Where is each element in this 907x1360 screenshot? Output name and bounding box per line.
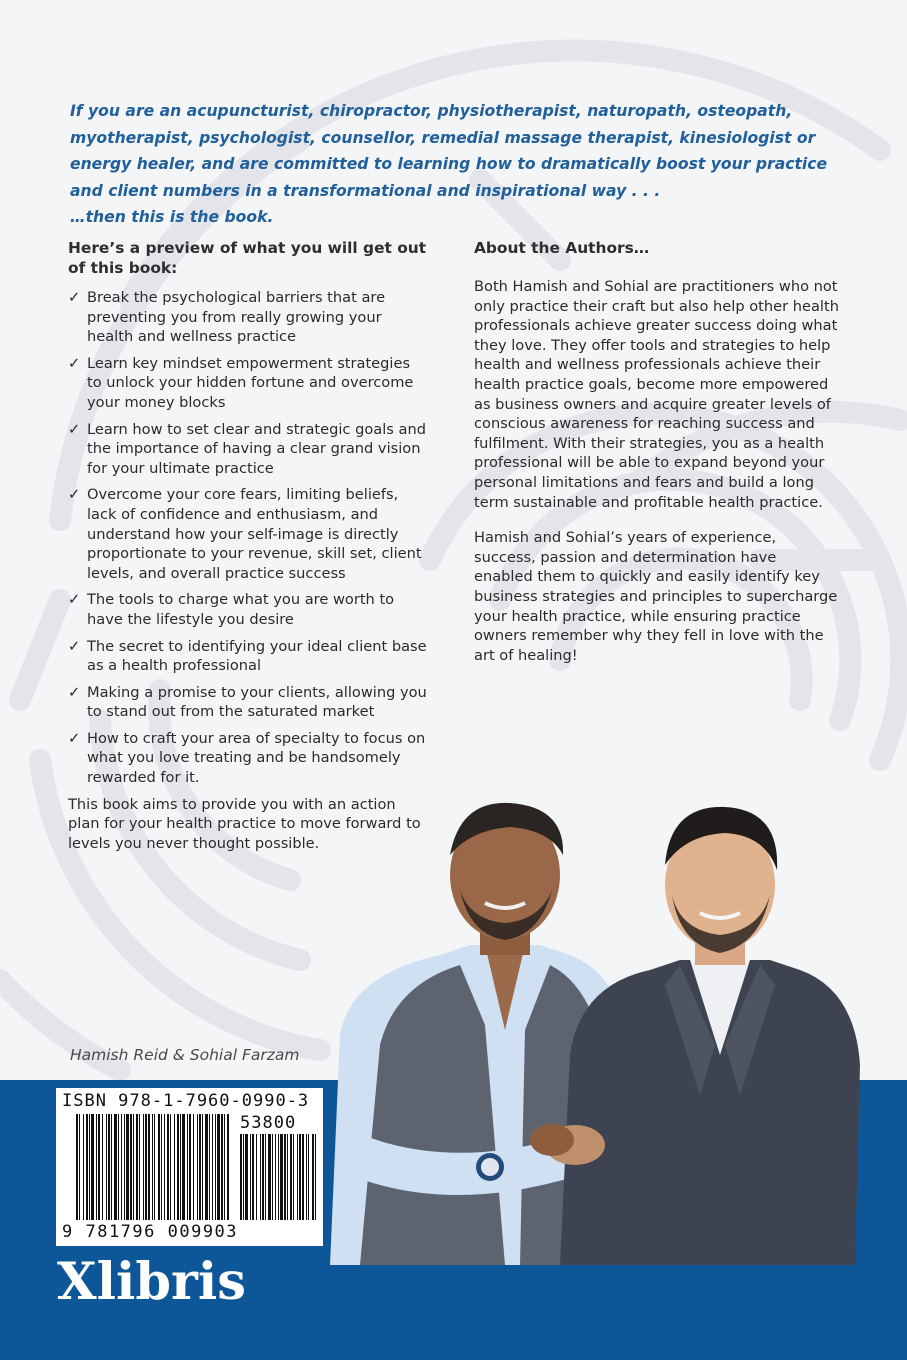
list-item-text: How to craft your area of specialty to focus on what you love treating and be handsomely rewarded for it. bbox=[87, 729, 426, 787]
isbn-text: ISBN 978-1-7960-0990-3 bbox=[62, 1091, 310, 1111]
isbn-barcode bbox=[56, 1088, 323, 1246]
check-icon: ✓ bbox=[68, 683, 81, 701]
intro-statement bbox=[70, 98, 840, 231]
publisher-logo: Xlibris bbox=[57, 1252, 246, 1312]
preview-section bbox=[68, 238, 428, 853]
list-item bbox=[68, 354, 428, 413]
list-item-text: Break the psychological barriers that are preventing you from really growing your health and wellness practice bbox=[87, 289, 386, 346]
closing-statement: This book aims to provide you with an action plan for your health practice to move forward to levels you never thought possible. bbox=[68, 795, 421, 852]
list-item bbox=[68, 683, 428, 722]
intro-conclusion: …then this is the book. bbox=[70, 208, 274, 226]
list-item-text: Making a promise to your clients, allowing you to stand out from the saturated market bbox=[87, 683, 427, 721]
check-icon: ✓ bbox=[68, 289, 81, 306]
authors-photo bbox=[320, 795, 860, 1265]
list-item-text: The secret to identifying your ideal client base as a health professional bbox=[87, 637, 427, 675]
intro-line: If you are an acupuncturist, chiropractor, physiotherapist, naturopath, osteopath, myotherapist, psychologist, counsellor, remedial massage therapist, kinesiologist or energy healer, and are committed to learning how to dramatically boost your practice and client numbers in a transformational and inspirational way . . . bbox=[70, 102, 828, 200]
list-item bbox=[68, 637, 428, 676]
list-item bbox=[68, 485, 428, 583]
list-item bbox=[68, 590, 428, 629]
price-code: 53800 bbox=[240, 1113, 297, 1133]
preview-heading: Here’s a preview of what you will get out of this book: bbox=[68, 239, 427, 277]
check-icon: ✓ bbox=[68, 729, 81, 747]
check-icon: ✓ bbox=[68, 354, 81, 372]
list-item-text: Learn how to set clear and strategic goals and the importance of having a clear grand vision for your ultimate practice bbox=[87, 420, 426, 477]
list-item-text: Overcome your core fears, limiting beliefs, lack of confidence and enthusiasm, and understand how your self-image is directly proportionate to your revenue, skill set, client levels, and overall practice success bbox=[87, 486, 422, 582]
list-item bbox=[68, 729, 428, 788]
about-heading: About the Authors… bbox=[474, 239, 650, 257]
check-icon: ✓ bbox=[68, 486, 81, 504]
barcode-number: 9 781796 009903 bbox=[62, 1222, 239, 1242]
benefits-list bbox=[68, 288, 428, 788]
check-icon: ✓ bbox=[68, 637, 81, 655]
list-item-text: Learn key mindset empowerment strategies to unlock your hidden fortune and overcome your money blocks bbox=[87, 354, 414, 411]
list-item-text: The tools to charge what you are worth to have the lifestyle you desire bbox=[87, 591, 395, 628]
about-paragraph-1: Both Hamish and Sohial are practitioners who not only practice their craft but also help other health professionals achieve greater success doing what they love. They offer tools and strategies to help health and wellness professionals achieve their health practice goals, become more empowered as business owners and acquire greater levels of conscious awareness for reaching success and fulfilment. With their strategies, you as a health professional will be able to expand beyond your personal limitations and fears and build a long term sustainable and profitable health practice. bbox=[474, 278, 839, 511]
authors-caption: Hamish Reid & Sohial Farzam bbox=[70, 1046, 300, 1064]
list-item bbox=[68, 288, 428, 347]
about-authors-section bbox=[474, 238, 839, 681]
check-icon: ✓ bbox=[68, 420, 81, 438]
about-paragraph-2: Hamish and Sohial’s years of experience, success, passion and determination have enabled them to quickly and easily identify key business strategies and principles to supercharge your health practice, while ensuring practice owners remember why they fell in love with the art of healing! bbox=[474, 529, 838, 664]
list-item bbox=[68, 420, 428, 479]
check-icon: ✓ bbox=[68, 591, 81, 609]
